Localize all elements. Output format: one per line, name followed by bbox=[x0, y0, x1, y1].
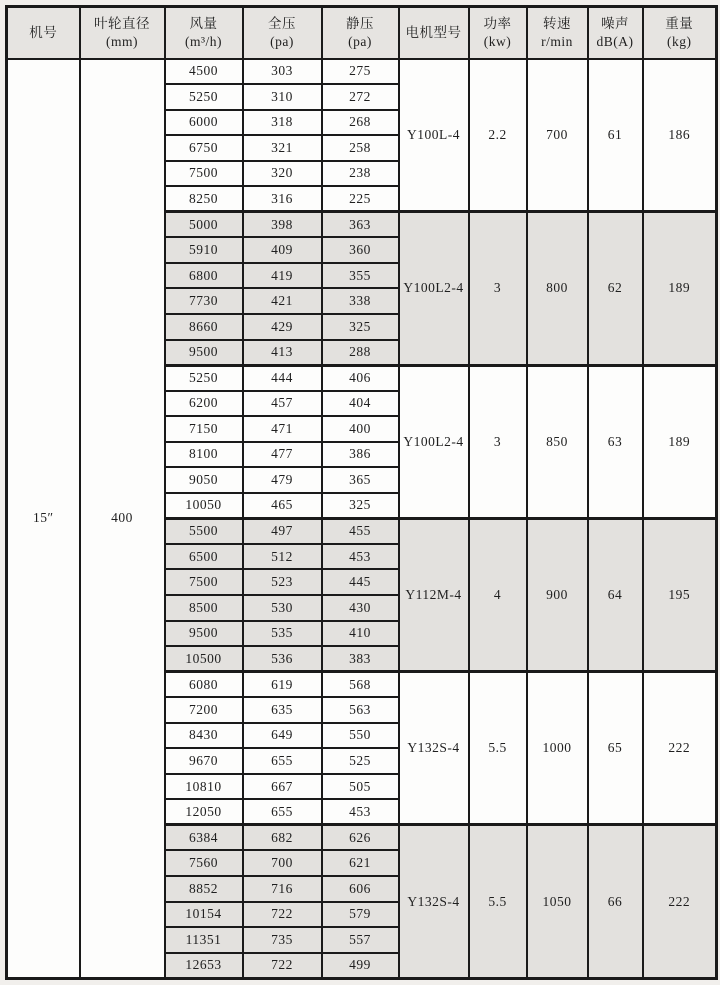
airflow-cell: 8250 bbox=[165, 186, 243, 212]
airflow-cell: 8500 bbox=[165, 595, 243, 621]
header-row bbox=[7, 7, 717, 59]
total-pressure-cell: 429 bbox=[243, 314, 322, 340]
spec-table bbox=[5, 5, 718, 980]
airflow-cell: 5250 bbox=[165, 84, 243, 110]
weight-cell: 222 bbox=[643, 672, 717, 825]
static-pressure-cell: 258 bbox=[322, 135, 399, 161]
airflow-cell: 5910 bbox=[165, 237, 243, 263]
header-label: 静压 bbox=[346, 15, 374, 31]
header-unit: (m³/h) bbox=[184, 33, 223, 49]
static-pressure-cell: 272 bbox=[322, 84, 399, 110]
header-label: 机号 bbox=[29, 24, 58, 40]
total-pressure-cell: 479 bbox=[243, 467, 322, 493]
column-header-motor-model bbox=[399, 7, 469, 59]
header-unit: (pa) bbox=[348, 33, 372, 49]
column-header-speed bbox=[527, 7, 588, 59]
static-pressure-cell: 626 bbox=[322, 825, 399, 851]
speed-cell: 850 bbox=[527, 365, 588, 518]
airflow-cell: 9500 bbox=[165, 621, 243, 647]
total-pressure-cell: 303 bbox=[243, 59, 322, 85]
total-pressure-cell: 512 bbox=[243, 544, 322, 570]
airflow-cell: 11351 bbox=[165, 927, 243, 953]
airflow-cell: 10500 bbox=[165, 646, 243, 672]
static-pressure-cell: 621 bbox=[322, 850, 399, 876]
static-pressure-cell: 225 bbox=[322, 186, 399, 212]
power-cell: 2.2 bbox=[469, 59, 527, 212]
static-pressure-cell: 363 bbox=[322, 212, 399, 238]
weight-cell: 195 bbox=[643, 518, 717, 671]
static-pressure-cell: 568 bbox=[322, 672, 399, 698]
noise-cell: 66 bbox=[588, 825, 643, 979]
static-pressure-cell: 400 bbox=[322, 416, 399, 442]
airflow-cell: 6500 bbox=[165, 544, 243, 570]
motor-model-cell: Y100L2-4 bbox=[399, 212, 469, 365]
static-pressure-cell: 268 bbox=[322, 110, 399, 136]
motor-model-cell: Y100L-4 bbox=[399, 59, 469, 212]
power-cell: 3 bbox=[469, 365, 527, 518]
header-unit: (kg) bbox=[667, 33, 692, 49]
header-label: 电机型号 bbox=[405, 24, 462, 40]
total-pressure-cell: 477 bbox=[243, 442, 322, 468]
total-pressure-cell: 465 bbox=[243, 493, 322, 519]
total-pressure-cell: 667 bbox=[243, 774, 322, 800]
total-pressure-cell: 655 bbox=[243, 748, 322, 774]
airflow-cell: 4500 bbox=[165, 59, 243, 85]
power-cell: 5.5 bbox=[469, 672, 527, 825]
airflow-cell: 6000 bbox=[165, 110, 243, 136]
static-pressure-cell: 430 bbox=[322, 595, 399, 621]
static-pressure-cell: 275 bbox=[322, 59, 399, 85]
airflow-cell: 5250 bbox=[165, 365, 243, 391]
airflow-cell: 6750 bbox=[165, 135, 243, 161]
airflow-cell: 8852 bbox=[165, 876, 243, 902]
total-pressure-cell: 318 bbox=[243, 110, 322, 136]
motor-model-cell: Y132S-4 bbox=[399, 825, 469, 979]
impeller-diameter-cell: 400 bbox=[80, 59, 165, 979]
static-pressure-cell: 386 bbox=[322, 442, 399, 468]
table-header bbox=[7, 7, 717, 59]
weight-cell: 222 bbox=[643, 825, 717, 979]
static-pressure-cell: 445 bbox=[322, 569, 399, 595]
total-pressure-cell: 530 bbox=[243, 595, 322, 621]
total-pressure-cell: 523 bbox=[243, 569, 322, 595]
table-row bbox=[7, 59, 717, 85]
total-pressure-cell: 398 bbox=[243, 212, 322, 238]
header-label: 叶轮直径 bbox=[94, 15, 150, 31]
static-pressure-cell: 338 bbox=[322, 288, 399, 314]
header-label: 重量 bbox=[665, 15, 694, 31]
column-header-static-pressure bbox=[322, 7, 399, 59]
static-pressure-cell: 557 bbox=[322, 927, 399, 953]
static-pressure-cell: 455 bbox=[322, 518, 399, 544]
speed-cell: 800 bbox=[527, 212, 588, 365]
weight-cell: 189 bbox=[643, 212, 717, 365]
airflow-cell: 9500 bbox=[165, 340, 243, 366]
airflow-cell: 12653 bbox=[165, 953, 243, 979]
column-header-total-pressure bbox=[243, 7, 322, 59]
airflow-cell: 10050 bbox=[165, 493, 243, 519]
speed-cell: 1050 bbox=[527, 825, 588, 979]
static-pressure-cell: 525 bbox=[322, 748, 399, 774]
column-header-impeller-diameter bbox=[80, 7, 165, 59]
header-label: 转速 bbox=[543, 15, 571, 31]
noise-cell: 64 bbox=[588, 518, 643, 671]
column-header-power bbox=[469, 7, 527, 59]
column-header-noise bbox=[588, 7, 643, 59]
total-pressure-cell: 419 bbox=[243, 263, 322, 289]
header-unit: (kw) bbox=[483, 33, 512, 49]
total-pressure-cell: 421 bbox=[243, 288, 322, 314]
total-pressure-cell: 471 bbox=[243, 416, 322, 442]
airflow-cell: 7560 bbox=[165, 850, 243, 876]
static-pressure-cell: 383 bbox=[322, 646, 399, 672]
static-pressure-cell: 550 bbox=[322, 723, 399, 749]
power-cell: 3 bbox=[469, 212, 527, 365]
total-pressure-cell: 409 bbox=[243, 237, 322, 263]
speed-cell: 1000 bbox=[527, 672, 588, 825]
static-pressure-cell: 238 bbox=[322, 161, 399, 187]
total-pressure-cell: 310 bbox=[243, 84, 322, 110]
airflow-cell: 5000 bbox=[165, 212, 243, 238]
header-unit: (mm) bbox=[106, 33, 138, 49]
airflow-cell: 8100 bbox=[165, 442, 243, 468]
total-pressure-cell: 722 bbox=[243, 953, 322, 979]
noise-cell: 65 bbox=[588, 672, 643, 825]
total-pressure-cell: 655 bbox=[243, 799, 322, 825]
total-pressure-cell: 619 bbox=[243, 672, 322, 698]
total-pressure-cell: 321 bbox=[243, 135, 322, 161]
static-pressure-cell: 404 bbox=[322, 391, 399, 417]
airflow-cell: 6384 bbox=[165, 825, 243, 851]
airflow-cell: 7150 bbox=[165, 416, 243, 442]
total-pressure-cell: 413 bbox=[243, 340, 322, 366]
header-label: 风量 bbox=[189, 15, 218, 31]
airflow-cell: 7500 bbox=[165, 569, 243, 595]
speed-cell: 700 bbox=[527, 59, 588, 212]
motor-model-cell: Y100L2-4 bbox=[399, 365, 469, 518]
motor-model-cell: Y112M-4 bbox=[399, 518, 469, 671]
airflow-cell: 7200 bbox=[165, 697, 243, 723]
table-body bbox=[7, 59, 717, 979]
static-pressure-cell: 606 bbox=[322, 876, 399, 902]
static-pressure-cell: 325 bbox=[322, 314, 399, 340]
total-pressure-cell: 649 bbox=[243, 723, 322, 749]
total-pressure-cell: 316 bbox=[243, 186, 322, 212]
airflow-cell: 8660 bbox=[165, 314, 243, 340]
weight-cell: 189 bbox=[643, 365, 717, 518]
static-pressure-cell: 406 bbox=[322, 365, 399, 391]
static-pressure-cell: 360 bbox=[322, 237, 399, 263]
header-label: 噪声 bbox=[601, 15, 629, 31]
total-pressure-cell: 700 bbox=[243, 850, 322, 876]
column-header-machine-no bbox=[7, 7, 80, 59]
motor-model-cell: Y132S-4 bbox=[399, 672, 469, 825]
column-header-airflow bbox=[165, 7, 243, 59]
airflow-cell: 10154 bbox=[165, 902, 243, 928]
airflow-cell: 10810 bbox=[165, 774, 243, 800]
static-pressure-cell: 410 bbox=[322, 621, 399, 647]
power-cell: 5.5 bbox=[469, 825, 527, 979]
power-cell: 4 bbox=[469, 518, 527, 671]
total-pressure-cell: 536 bbox=[243, 646, 322, 672]
static-pressure-cell: 288 bbox=[322, 340, 399, 366]
total-pressure-cell: 320 bbox=[243, 161, 322, 187]
total-pressure-cell: 735 bbox=[243, 927, 322, 953]
static-pressure-cell: 453 bbox=[322, 544, 399, 570]
column-header-weight bbox=[643, 7, 717, 59]
static-pressure-cell: 505 bbox=[322, 774, 399, 800]
total-pressure-cell: 722 bbox=[243, 902, 322, 928]
static-pressure-cell: 499 bbox=[322, 953, 399, 979]
total-pressure-cell: 635 bbox=[243, 697, 322, 723]
speed-cell: 900 bbox=[527, 518, 588, 671]
airflow-cell: 6800 bbox=[165, 263, 243, 289]
machine-no-cell: 15″ bbox=[7, 59, 80, 979]
airflow-cell: 6080 bbox=[165, 672, 243, 698]
total-pressure-cell: 682 bbox=[243, 825, 322, 851]
airflow-cell: 12050 bbox=[165, 799, 243, 825]
static-pressure-cell: 453 bbox=[322, 799, 399, 825]
total-pressure-cell: 457 bbox=[243, 391, 322, 417]
noise-cell: 62 bbox=[588, 212, 643, 365]
airflow-cell: 5500 bbox=[165, 518, 243, 544]
noise-cell: 63 bbox=[588, 365, 643, 518]
header-unit: dB(A) bbox=[596, 33, 634, 49]
airflow-cell: 6200 bbox=[165, 391, 243, 417]
static-pressure-cell: 325 bbox=[322, 493, 399, 519]
airflow-cell: 9050 bbox=[165, 467, 243, 493]
total-pressure-cell: 444 bbox=[243, 365, 322, 391]
total-pressure-cell: 535 bbox=[243, 621, 322, 647]
airflow-cell: 8430 bbox=[165, 723, 243, 749]
header-unit: (pa) bbox=[270, 33, 294, 49]
static-pressure-cell: 563 bbox=[322, 697, 399, 723]
header-label: 全压 bbox=[268, 15, 296, 31]
total-pressure-cell: 497 bbox=[243, 518, 322, 544]
noise-cell: 61 bbox=[588, 59, 643, 212]
static-pressure-cell: 355 bbox=[322, 263, 399, 289]
header-unit: r/min bbox=[541, 33, 573, 49]
total-pressure-cell: 716 bbox=[243, 876, 322, 902]
airflow-cell: 7730 bbox=[165, 288, 243, 314]
static-pressure-cell: 365 bbox=[322, 467, 399, 493]
airflow-cell: 9670 bbox=[165, 748, 243, 774]
weight-cell: 186 bbox=[643, 59, 717, 212]
static-pressure-cell: 579 bbox=[322, 902, 399, 928]
header-label: 功率 bbox=[483, 15, 512, 31]
airflow-cell: 7500 bbox=[165, 161, 243, 187]
